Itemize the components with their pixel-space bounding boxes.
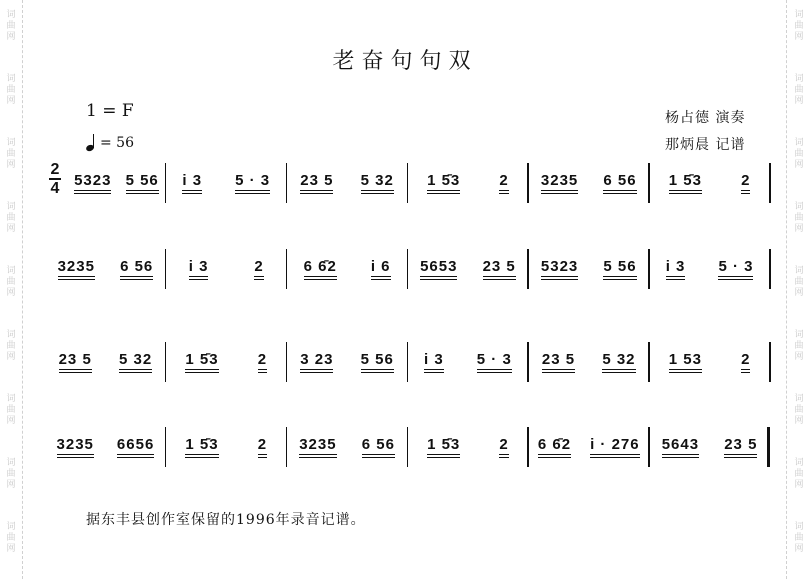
note-group: 3235	[299, 436, 336, 458]
measure	[166, 425, 287, 469]
note-group: 5 32	[602, 351, 635, 373]
measure	[528, 425, 649, 469]
quarter-note-icon	[86, 135, 96, 151]
note-group: 2	[741, 351, 750, 373]
note-group: 1 5̄3	[427, 436, 460, 458]
watermark-glyphs: 词 曲 网	[6, 202, 16, 234]
measure	[408, 161, 529, 205]
note-group: 2	[499, 436, 508, 458]
time-signature-denominator: 4	[50, 180, 60, 197]
note-group: 5323	[541, 258, 578, 280]
note-group: 6 56	[120, 258, 153, 280]
final-barline	[767, 427, 770, 467]
score-row	[45, 161, 770, 205]
page-title: 老奋句句双	[332, 49, 478, 74]
score-row	[45, 247, 770, 291]
measure	[649, 425, 770, 469]
watermark-glyphs: 词 曲 网	[6, 138, 16, 170]
note-group: 5 56	[126, 172, 159, 194]
watermark-glyphs: 词 曲 网	[6, 458, 16, 490]
watermark-glyphs: 词 曲 网	[6, 74, 16, 106]
note-group: 23 5	[483, 258, 516, 280]
note-group: i 3	[182, 172, 202, 194]
measure	[166, 247, 287, 291]
measure	[166, 161, 287, 205]
watermark-glyphs: 词 曲 网	[794, 202, 804, 234]
watermark-glyphs: 词 曲 网	[6, 330, 16, 362]
note-group: 5 56	[603, 258, 636, 280]
watermark-glyphs: 词 曲 网	[6, 10, 16, 42]
note-group: 1 5̄3	[185, 351, 218, 373]
note-group: 2	[254, 258, 263, 280]
watermark-glyphs: 词 曲 网	[6, 522, 16, 554]
measure	[45, 425, 166, 469]
left-margin-line	[22, 0, 23, 579]
measure	[287, 161, 408, 205]
measure	[67, 161, 166, 205]
note-group: i 3	[666, 258, 686, 280]
source-note: 据东丰县创作室保留的1996年录音记谱。	[86, 512, 366, 528]
watermark-glyphs: 词 曲 网	[794, 74, 804, 106]
note-group: 23 5	[724, 436, 757, 458]
right-margin-line	[786, 0, 787, 579]
barline	[769, 163, 771, 203]
note-group: 6 56	[603, 172, 636, 194]
tempo-marking	[86, 135, 134, 151]
note-group: 5 56	[361, 351, 394, 373]
measure	[408, 425, 529, 469]
note-group: 6 6̄2	[538, 436, 571, 458]
watermark-glyphs: 词 曲 网	[794, 394, 804, 426]
watermark-glyphs: 词 曲 网	[6, 394, 16, 426]
measure	[45, 340, 166, 384]
watermark-glyphs: 词 曲 网	[794, 10, 804, 42]
note-group: 23 5	[59, 351, 92, 373]
note-group: 6656	[117, 436, 154, 458]
note-group: 23 5	[542, 351, 575, 373]
note-group: 2	[258, 351, 267, 373]
note-group: 3235	[58, 258, 95, 280]
note-group: 6 6̄2	[304, 258, 337, 280]
score-row	[45, 425, 770, 469]
note-group: i 3	[189, 258, 209, 280]
measure	[528, 247, 649, 291]
note-group: 3235	[541, 172, 578, 194]
note-group: 6 56	[362, 436, 395, 458]
tempo-value: = 56	[100, 135, 134, 151]
watermark-glyphs: 词 曲 网	[794, 138, 804, 170]
note-group: 2	[258, 436, 267, 458]
note-group: 5323	[74, 172, 111, 194]
barline	[769, 249, 771, 289]
note-group: 5643	[662, 436, 699, 458]
note-group: i · 276	[590, 436, 640, 458]
barline	[769, 342, 771, 382]
measure	[408, 340, 529, 384]
measure	[408, 247, 529, 291]
note-group: i 6	[371, 258, 391, 280]
measure	[45, 247, 166, 291]
performer-credit: 杨占德 演奏	[665, 110, 746, 126]
note-group: 5 · 3	[477, 351, 512, 373]
watermark-glyphs: 词 曲 网	[6, 266, 16, 298]
watermark-glyphs: 词 曲 网	[794, 266, 804, 298]
note-group: 2	[741, 172, 750, 194]
measure	[287, 247, 408, 291]
measure	[649, 247, 770, 291]
time-signature-numerator: 2	[50, 161, 60, 178]
score-row	[45, 340, 770, 384]
note-group: i 3	[424, 351, 444, 373]
note-group: 5 32	[361, 172, 394, 194]
note-group: 1 5̄3	[669, 172, 702, 194]
watermark-glyphs: 词 曲 网	[794, 458, 804, 490]
note-group: 5 32	[119, 351, 152, 373]
measure	[528, 161, 649, 205]
watermark-glyphs: 词 曲 网	[794, 330, 804, 362]
key-signature: 1 = F	[86, 101, 134, 121]
measure	[649, 340, 770, 384]
measure	[649, 161, 770, 205]
note-group: 5653	[420, 258, 457, 280]
note-group: 1 5̄3	[427, 172, 460, 194]
note-group: 1 5̄3	[185, 436, 218, 458]
measure	[166, 340, 287, 384]
measure	[287, 425, 408, 469]
measure	[528, 340, 649, 384]
note-group: 3235	[57, 436, 94, 458]
note-group: 23 5	[300, 172, 333, 194]
note-group: 5 · 3	[235, 172, 270, 194]
note-group: 2	[499, 172, 508, 194]
watermark-glyphs: 词 曲 网	[794, 522, 804, 554]
note-group: 3 23	[300, 351, 333, 373]
measure	[287, 340, 408, 384]
note-group: 5 · 3	[718, 258, 753, 280]
note-group: 1 53	[669, 351, 702, 373]
transcriber-credit: 那炳晨 记谱	[665, 137, 746, 153]
